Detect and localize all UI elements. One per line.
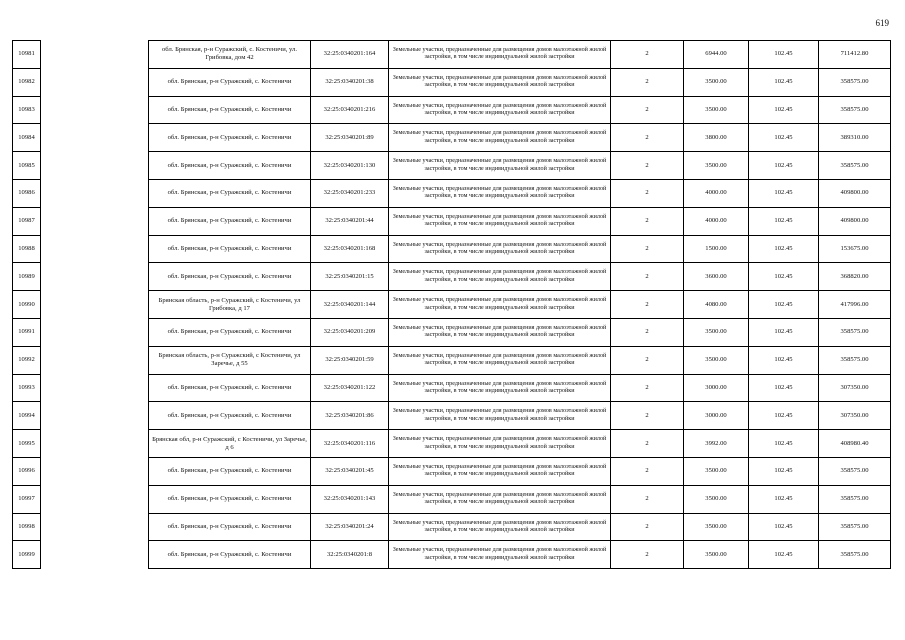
area-cell: 3500.00 [684, 152, 749, 180]
area-cell: 3500.00 [684, 485, 749, 513]
cadastral-cost-cell: 409800.00 [819, 207, 891, 235]
group-cell: 2 [611, 402, 684, 430]
area-cell: 3500.00 [684, 96, 749, 124]
row-number-cell: 10999 [13, 541, 41, 569]
spacer-cell [41, 68, 149, 96]
address-cell: Брянская область, р-н Суражский, с Костеничи, ул Грибовка, д 17 [149, 291, 311, 319]
area-cell: 4000.00 [684, 207, 749, 235]
row-number-cell: 10988 [13, 235, 41, 263]
table-row [13, 207, 891, 235]
cadastral-cost-cell: 307350.00 [819, 374, 891, 402]
spacer-cell [41, 457, 149, 485]
address-cell: обл. Брянская, р-н Суражский, с. Костеничи [149, 207, 311, 235]
group-cell: 2 [611, 541, 684, 569]
address-cell: обл. Брянская, р-н Суражский, с. Костеничи [149, 457, 311, 485]
address-cell: обл. Брянская, р-н Суражский, с. Костеничи [149, 374, 311, 402]
cadastral-value-table [12, 40, 891, 569]
row-number-cell: 10994 [13, 402, 41, 430]
row-number-cell: 10982 [13, 68, 41, 96]
page-number: 619 [875, 18, 889, 28]
land-use-cell: Земельные участки, предназначенные для размещения домов малоэтажной жилой застройки, в том числе индивидуальной жилой застройки [389, 485, 611, 513]
spacer-cell [41, 207, 149, 235]
row-number-cell: 10987 [13, 207, 41, 235]
cadastral-cost-cell: 358575.00 [819, 541, 891, 569]
table-row [13, 485, 891, 513]
cadastral-cost-cell: 358575.00 [819, 96, 891, 124]
address-cell: обл. Брянская, р-н Суражский, с. Костеничи [149, 318, 311, 346]
land-use-cell: Земельные участки, предназначенные для размещения домов малоэтажной жилой застройки, в том числе индивидуальной жилой застройки [389, 457, 611, 485]
area-cell: 3992.00 [684, 430, 749, 458]
table-row [13, 96, 891, 124]
row-number-cell: 10986 [13, 179, 41, 207]
land-use-cell: Земельные участки, предназначенные для размещения домов малоэтажной жилой застройки, в том числе индивидуальной жилой застройки [389, 430, 611, 458]
specific-value-cell: 102.45 [749, 318, 819, 346]
address-cell: Брянская область, р-н Суражский, с Костеничи, ул Заречье, д 55 [149, 346, 311, 374]
cadastral-number-cell: 32:25:0340201:38 [311, 68, 389, 96]
address-cell: обл. Брянская, р-н Суражский, с. Костеничи [149, 96, 311, 124]
land-use-cell: Земельные участки, предназначенные для размещения домов малоэтажной жилой застройки, в том числе индивидуальной жилой застройки [389, 124, 611, 152]
cadastral-number-cell: 32:25:0340201:15 [311, 263, 389, 291]
area-cell: 4080.00 [684, 291, 749, 319]
area-cell: 3000.00 [684, 402, 749, 430]
area-cell: 4000.00 [684, 179, 749, 207]
table-row [13, 374, 891, 402]
cadastral-cost-cell: 307350.00 [819, 402, 891, 430]
group-cell: 2 [611, 430, 684, 458]
address-cell: обл. Брянская, р-н Суражский, с. Костеничи [149, 513, 311, 541]
cadastral-number-cell: 32:25:0340201:89 [311, 124, 389, 152]
area-cell: 6944.00 [684, 41, 749, 69]
row-number-cell: 10990 [13, 291, 41, 319]
land-use-cell: Земельные участки, предназначенные для размещения домов малоэтажной жилой застройки, в том числе индивидуальной жилой застройки [389, 68, 611, 96]
spacer-cell [41, 374, 149, 402]
cadastral-number-cell: 32:25:0340201:130 [311, 152, 389, 180]
table-row [13, 318, 891, 346]
specific-value-cell: 102.45 [749, 152, 819, 180]
group-cell: 2 [611, 179, 684, 207]
group-cell: 2 [611, 374, 684, 402]
table-row [13, 291, 891, 319]
spacer-cell [41, 485, 149, 513]
cadastral-cost-cell: 358575.00 [819, 346, 891, 374]
cadastral-number-cell: 32:25:0340201:24 [311, 513, 389, 541]
group-cell: 2 [611, 152, 684, 180]
specific-value-cell: 102.45 [749, 402, 819, 430]
group-cell: 2 [611, 457, 684, 485]
cadastral-cost-cell: 358575.00 [819, 152, 891, 180]
land-use-cell: Земельные участки, предназначенные для размещения домов малоэтажной жилой застройки, в том числе индивидуальной жилой застройки [389, 179, 611, 207]
spacer-cell [41, 541, 149, 569]
cadastral-cost-cell: 358575.00 [819, 68, 891, 96]
address-cell: обл. Брянская, р-н Суражский, с. Костеничи [149, 179, 311, 207]
cadastral-number-cell: 32:25:0340201:164 [311, 41, 389, 69]
specific-value-cell: 102.45 [749, 179, 819, 207]
cadastral-number-cell: 32:25:0340201:168 [311, 235, 389, 263]
spacer-cell [41, 291, 149, 319]
land-use-cell: Земельные участки, предназначенные для размещения домов малоэтажной жилой застройки, в том числе индивидуальной жилой застройки [389, 152, 611, 180]
group-cell: 2 [611, 263, 684, 291]
table-row [13, 346, 891, 374]
spacer-cell [41, 235, 149, 263]
specific-value-cell: 102.45 [749, 263, 819, 291]
specific-value-cell: 102.45 [749, 374, 819, 402]
spacer-cell [41, 124, 149, 152]
group-cell: 2 [611, 291, 684, 319]
specific-value-cell: 102.45 [749, 430, 819, 458]
table-row [13, 41, 891, 69]
spacer-cell [41, 402, 149, 430]
specific-value-cell: 102.45 [749, 207, 819, 235]
area-cell: 3500.00 [684, 346, 749, 374]
table-row [13, 152, 891, 180]
cadastral-cost-cell: 358575.00 [819, 318, 891, 346]
cadastral-cost-cell: 409800.00 [819, 179, 891, 207]
group-cell: 2 [611, 513, 684, 541]
group-cell: 2 [611, 41, 684, 69]
cadastral-cost-cell: 153675.00 [819, 235, 891, 263]
land-use-cell: Земельные участки, предназначенные для размещения домов малоэтажной жилой застройки, в том числе индивидуальной жилой застройки [389, 263, 611, 291]
spacer-cell [41, 41, 149, 69]
cadastral-number-cell: 32:25:0340201:144 [311, 291, 389, 319]
address-cell: обл. Брянская, р-н Суражский, с. Костеничи [149, 402, 311, 430]
row-number-cell: 10985 [13, 152, 41, 180]
specific-value-cell: 102.45 [749, 457, 819, 485]
spacer-cell [41, 96, 149, 124]
land-use-cell: Земельные участки, предназначенные для размещения домов малоэтажной жилой застройки, в том числе индивидуальной жилой застройки [389, 235, 611, 263]
address-cell: обл. Брянская, р-н Суражский, с. Костеничи, ул. Грибовка, дом 42 [149, 41, 311, 69]
cadastral-number-cell: 32:25:0340201:216 [311, 96, 389, 124]
cadastral-number-cell: 32:25:0340201:143 [311, 485, 389, 513]
land-use-cell: Земельные участки, предназначенные для размещения домов малоэтажной жилой застройки, в том числе индивидуальной жилой застройки [389, 207, 611, 235]
spacer-cell [41, 179, 149, 207]
spacer-cell [41, 263, 149, 291]
table-row [13, 457, 891, 485]
cadastral-number-cell: 32:25:0340201:233 [311, 179, 389, 207]
address-cell: обл. Брянская, р-н Суражский, с. Костеничи [149, 124, 311, 152]
land-use-cell: Земельные участки, предназначенные для размещения домов малоэтажной жилой застройки, в том числе индивидуальной жилой застройки [389, 96, 611, 124]
land-use-cell: Земельные участки, предназначенные для размещения домов малоэтажной жилой застройки, в том числе индивидуальной жилой застройки [389, 291, 611, 319]
land-use-cell: Земельные участки, предназначенные для размещения домов малоэтажной жилой застройки, в том числе индивидуальной жилой застройки [389, 374, 611, 402]
cadastral-cost-cell: 368820.00 [819, 263, 891, 291]
land-use-cell: Земельные участки, предназначенные для размещения домов малоэтажной жилой застройки, в том числе индивидуальной жилой застройки [389, 402, 611, 430]
table-row [13, 124, 891, 152]
group-cell: 2 [611, 318, 684, 346]
row-number-cell: 10992 [13, 346, 41, 374]
land-use-cell: Земельные участки, предназначенные для размещения домов малоэтажной жилой застройки, в том числе индивидуальной жилой застройки [389, 346, 611, 374]
spacer-cell [41, 430, 149, 458]
address-cell: обл. Брянская, р-н Суражский, с. Костеничи [149, 68, 311, 96]
specific-value-cell: 102.45 [749, 41, 819, 69]
table-row [13, 513, 891, 541]
row-number-cell: 10993 [13, 374, 41, 402]
land-use-cell: Земельные участки, предназначенные для размещения домов малоэтажной жилой застройки, в том числе индивидуальной жилой застройки [389, 541, 611, 569]
spacer-cell [41, 513, 149, 541]
cadastral-number-cell: 32:25:0340201:209 [311, 318, 389, 346]
spacer-cell [41, 318, 149, 346]
group-cell: 2 [611, 68, 684, 96]
address-cell: обл. Брянская, р-н Суражский, с. Костеничи [149, 235, 311, 263]
cadastral-number-cell: 32:25:0340201:116 [311, 430, 389, 458]
specific-value-cell: 102.45 [749, 513, 819, 541]
table-row [13, 179, 891, 207]
group-cell: 2 [611, 96, 684, 124]
group-cell: 2 [611, 207, 684, 235]
spacer-cell [41, 152, 149, 180]
specific-value-cell: 102.45 [749, 346, 819, 374]
cadastral-cost-cell: 711412.80 [819, 41, 891, 69]
specific-value-cell: 102.45 [749, 485, 819, 513]
table-row [13, 430, 891, 458]
area-cell: 3500.00 [684, 513, 749, 541]
area-cell: 3800.00 [684, 124, 749, 152]
cadastral-cost-cell: 358575.00 [819, 485, 891, 513]
cadastral-number-cell: 32:25:0340201:86 [311, 402, 389, 430]
area-cell: 3600.00 [684, 263, 749, 291]
row-number-cell: 10981 [13, 41, 41, 69]
cadastral-cost-cell: 389310.00 [819, 124, 891, 152]
specific-value-cell: 102.45 [749, 541, 819, 569]
cadastral-cost-cell: 358575.00 [819, 513, 891, 541]
address-cell: обл. Брянская, р-н Суражский, с. Костеничи [149, 152, 311, 180]
row-number-cell: 10983 [13, 96, 41, 124]
group-cell: 2 [611, 235, 684, 263]
address-cell: обл. Брянская, р-н Суражский, с. Костеничи [149, 485, 311, 513]
row-number-cell: 10997 [13, 485, 41, 513]
cadastral-number-cell: 32:25:0340201:8 [311, 541, 389, 569]
row-number-cell: 10995 [13, 430, 41, 458]
cadastral-cost-cell: 417996.00 [819, 291, 891, 319]
specific-value-cell: 102.45 [749, 96, 819, 124]
row-number-cell: 10996 [13, 457, 41, 485]
table-row [13, 263, 891, 291]
cadastral-number-cell: 32:25:0340201:59 [311, 346, 389, 374]
row-number-cell: 10984 [13, 124, 41, 152]
address-cell: Брянская обл, р-н Суражский, с Костеничи, ул Заречье, д 6 [149, 430, 311, 458]
group-cell: 2 [611, 346, 684, 374]
table-row [13, 235, 891, 263]
area-cell: 3500.00 [684, 318, 749, 346]
table-row [13, 541, 891, 569]
area-cell: 1500.00 [684, 235, 749, 263]
cadastral-cost-cell: 408980.40 [819, 430, 891, 458]
row-number-cell: 10998 [13, 513, 41, 541]
specific-value-cell: 102.45 [749, 124, 819, 152]
group-cell: 2 [611, 485, 684, 513]
table-body [13, 41, 891, 569]
land-use-cell: Земельные участки, предназначенные для размещения домов малоэтажной жилой застройки, в том числе индивидуальной жилой застройки [389, 41, 611, 69]
group-cell: 2 [611, 124, 684, 152]
table-row [13, 402, 891, 430]
address-cell: обл. Брянская, р-н Суражский, с. Костеничи [149, 541, 311, 569]
address-cell: обл. Брянская, р-н Суражский, с. Костеничи [149, 263, 311, 291]
area-cell: 3500.00 [684, 541, 749, 569]
cadastral-number-cell: 32:25:0340201:122 [311, 374, 389, 402]
area-cell: 3500.00 [684, 457, 749, 485]
cadastral-number-cell: 32:25:0340201:44 [311, 207, 389, 235]
row-number-cell: 10991 [13, 318, 41, 346]
land-use-cell: Земельные участки, предназначенные для размещения домов малоэтажной жилой застройки, в том числе индивидуальной жилой застройки [389, 318, 611, 346]
table-row [13, 68, 891, 96]
specific-value-cell: 102.45 [749, 291, 819, 319]
row-number-cell: 10989 [13, 263, 41, 291]
cadastral-number-cell: 32:25:0340201:45 [311, 457, 389, 485]
area-cell: 3000.00 [684, 374, 749, 402]
land-use-cell: Земельные участки, предназначенные для размещения домов малоэтажной жилой застройки, в том числе индивидуальной жилой застройки [389, 513, 611, 541]
specific-value-cell: 102.45 [749, 68, 819, 96]
specific-value-cell: 102.45 [749, 235, 819, 263]
area-cell: 3500.00 [684, 68, 749, 96]
cadastral-cost-cell: 358575.00 [819, 457, 891, 485]
spacer-cell [41, 346, 149, 374]
